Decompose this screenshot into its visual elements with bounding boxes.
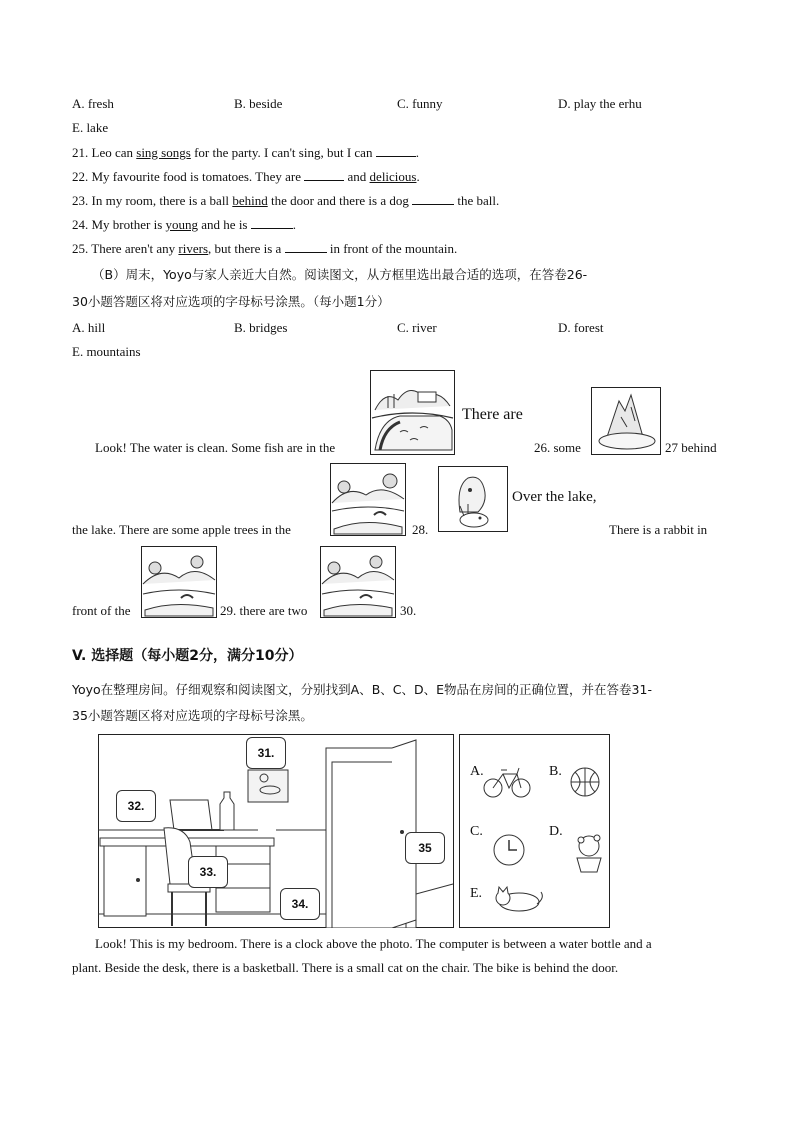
there-are-caption: There are — [462, 406, 523, 423]
q25-text: in front of the mountain. — [326, 241, 458, 256]
question-23 — [72, 193, 499, 209]
paragraph-line2: plant. Beside the desk, there is a basketball. There is a small cat on the chair. The bike is behind the door. — [72, 960, 619, 975]
q23-text: 23. In my room, there is a ball — [72, 193, 233, 208]
option-lake: E. lake — [72, 120, 109, 135]
question-24 — [72, 217, 296, 233]
q22-text: . — [416, 169, 420, 184]
q23-text: the ball. — [454, 193, 500, 208]
rabbit-text: There is a rabbit in — [609, 522, 708, 537]
bridge-river-picture — [370, 370, 455, 455]
q22-text: and — [344, 169, 370, 184]
q21-text: for the party. I can't sing, but I can — [190, 145, 376, 160]
paragraph-line1: Look! This is my bedroom. There is a clock above the photo. The computer is between a water bottle and a — [95, 936, 652, 951]
clock-icon — [494, 835, 524, 865]
q25-underlined: rivers — [178, 241, 209, 256]
section-v-heading: V. 选择题（每小题2分，满分10分） — [72, 648, 303, 664]
question-25 — [72, 241, 457, 257]
lake-text: the lake. There are some apple trees in the — [72, 522, 291, 537]
hills-picture-2 — [320, 546, 396, 618]
option-mountains: E. mountains — [72, 344, 141, 359]
q27-text: 27 behind — [665, 440, 717, 455]
option-bridges: B. bridges — [234, 320, 288, 335]
q22-underlined: delicious — [369, 169, 417, 184]
room-label-35: 35 — [405, 832, 445, 864]
item-letter-b: B. — [549, 764, 562, 779]
q22-text: 22. My favourite food is tomatoes. They are — [72, 169, 305, 184]
q25-text: , but there is a — [208, 241, 285, 256]
option-forest: D. forest — [558, 320, 604, 335]
option-hill: A. hill — [72, 320, 106, 335]
section-v-instruction-line1: Yoyo在整理房间。仔细观察和阅读图文，分别找到A、B、C、D、E物品在房间的正确位置，并在答卷31- — [72, 682, 652, 697]
option-river: C. river — [397, 320, 437, 335]
room-label-34: 34. — [280, 888, 320, 920]
mountains-picture — [591, 387, 661, 455]
answer-blank[interactable] — [285, 241, 327, 253]
room-label-33: 33. — [188, 856, 228, 888]
q21-underlined: sing songs — [136, 145, 191, 160]
look-text: Look! The water is clean. Some fish are in the — [95, 440, 336, 455]
q23-text: the door and there is a dog — [267, 193, 413, 208]
room-label-31: 31. — [246, 737, 286, 769]
hills-picture-1 — [141, 546, 217, 618]
q23-underlined: behind — [232, 193, 268, 208]
item-letter-d: D. — [549, 824, 563, 839]
q26-text: 26. some — [534, 440, 581, 455]
question-22 — [72, 169, 420, 185]
answer-blank[interactable] — [376, 145, 416, 157]
answer-blank[interactable] — [251, 217, 293, 229]
rabbit-picture — [438, 466, 508, 532]
option-funny: C. funny — [397, 96, 443, 111]
item-letter-c: C. — [470, 824, 483, 839]
q28-text: 28. — [412, 522, 429, 537]
answer-blank[interactable] — [304, 169, 344, 181]
room-label-32: 32. — [116, 790, 156, 822]
question-21 — [72, 145, 419, 161]
item-letter-e: E. — [470, 886, 483, 901]
q24-underlined: young — [165, 217, 199, 232]
part-b-instruction-line2: 30小题答题区将对应选项的字母标号涂黑。（每小题1分） — [72, 294, 390, 309]
q21-text: . — [415, 145, 419, 160]
option-play-the-erhu: D. play the erhu — [558, 96, 642, 111]
q25-text: 25. There aren't any — [72, 241, 179, 256]
over-lake-caption: Over the lake, — [512, 489, 597, 505]
part-b-instruction-line1: （B）周末，Yoyo与家人亲近大自然。阅读图文，从方框里选出最合适的选项，在答卷26- — [92, 267, 588, 282]
front-text: front of the — [72, 603, 131, 618]
item-letter-a: A. — [470, 764, 484, 779]
section-v-instruction-line2: 35小题答题区将对应选项的字母标号涂黑。 — [72, 708, 313, 723]
q30-text: 30. — [400, 603, 417, 618]
option-fresh: A. fresh — [72, 96, 114, 111]
q24-text: and he is — [198, 217, 251, 232]
q24-text: 24. My brother is — [72, 217, 166, 232]
answer-blank[interactable] — [412, 193, 454, 205]
q29-text: 29. there are two — [220, 603, 308, 618]
basketball-icon — [571, 768, 599, 796]
landscape-trees-picture — [330, 463, 406, 536]
q21-text: 21. Leo can — [72, 145, 137, 160]
q24-text: . — [292, 217, 296, 232]
option-beside: B. beside — [234, 96, 283, 111]
